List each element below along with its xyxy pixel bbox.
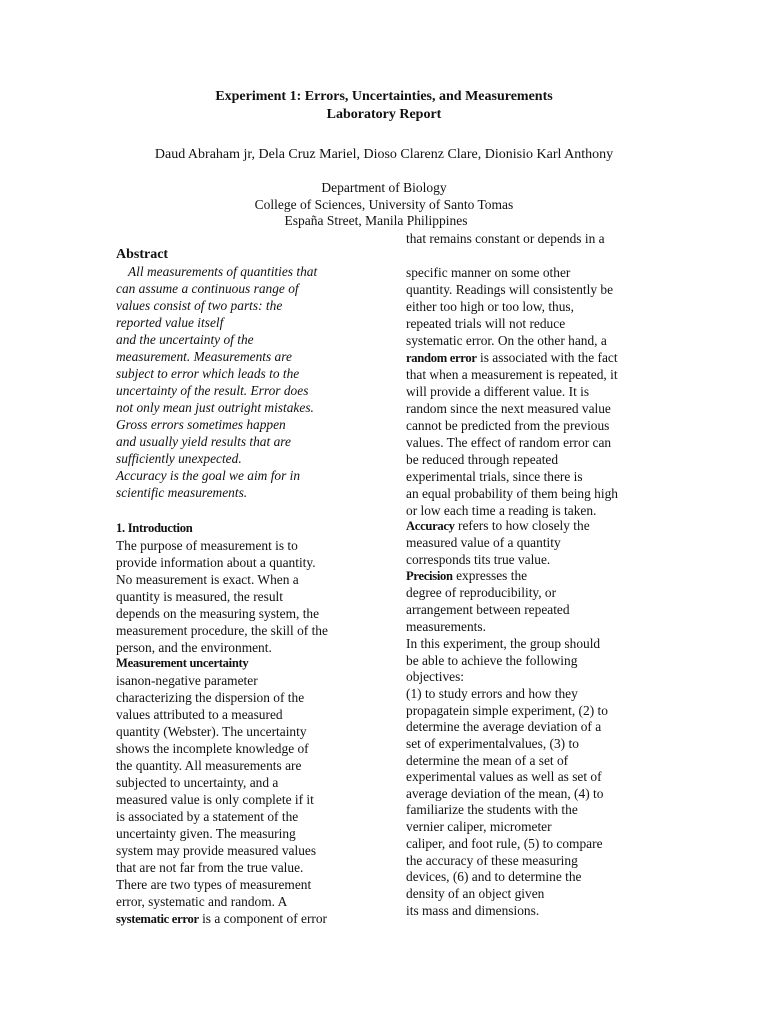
right-line: an equal probability of them being high [406,486,618,501]
right-line: cannot be predicted from the previous [406,418,610,433]
affiliation-college: College of Sciences, University of Santo Tomas [254,197,514,212]
abstract-line: scientific measurements. [116,485,248,500]
right-line: experimental trials, since there is [406,469,583,484]
right-line: familiarize the students with the [406,802,578,817]
mu-definition-line [116,672,258,689]
mu-line: that are not far from the true value. [116,860,304,875]
title-line-2: Laboratory Report [326,107,442,122]
affiliation-address: España Street, Manila Philippines [284,213,468,228]
right-line: (1) to study errors and how they [406,686,578,701]
random-error-line [406,349,618,367]
systematic-error-line [116,910,327,928]
right-line: be able to achieve the following [406,653,578,668]
mu-line: is associated by a statement of the [116,809,299,824]
title-line-1: Experiment 1: Errors, Uncertainties, and Measurements [215,89,553,104]
right-line: specific manner on some other [406,265,571,280]
right-line: measurements. [406,619,486,634]
abstract-heading: Abstract [116,247,169,262]
right-line: will provide a different value. It is [406,384,590,399]
mu-line: subjected to uncertainty, and a [116,775,279,790]
right-line: systematic error. On the other hand, a [406,333,607,348]
mu-line: shows the incomplete knowledge of [116,741,309,756]
right-line: objectives: [406,669,465,684]
accuracy-rest: refers to how closely the [454,518,590,533]
right-line: experimental values as well as set of [406,769,602,784]
right-line: corresponds tits true value. [406,552,551,567]
precision-rest: expresses the [452,568,528,583]
right-line: degree of reproducibility, or [406,585,557,600]
intro-line: quantity is measured, the result [116,589,283,604]
intro-line: depends on the measuring system, the [116,606,320,621]
right-line: values. The effect of random error can [406,435,612,450]
intro-line: measurement procedure, the skill of the [116,623,328,638]
abstract-line: Gross errors sometimes happen [116,417,286,432]
right-line: In this experiment, the group should [406,636,601,651]
systematic-error-term: systematic error [116,912,199,926]
abstract-line: uncertainty of the result. Error does [116,383,309,398]
right-line: density of an object given [406,886,545,901]
abstract-line: All measurements of quantities that [128,264,318,279]
mu-definition-rest: anon-negative parameter [124,673,258,688]
right-line: the accuracy of these measuring [406,853,578,868]
mu-line: error, systematic and random. A [116,894,288,909]
introduction-heading: 1. Introduction [116,521,193,535]
right-line: measured value of a quantity [406,535,561,550]
mu-line: values attributed to a measured [116,707,283,722]
right-line: that when a measurement is repeated, it [406,367,618,382]
mu-line: quantity (Webster). The uncertainty [116,724,307,739]
mu-line: measured value is only complete if it [116,792,314,807]
mu-line: characterizing the dispersion of the [116,690,305,705]
systematic-error-rest: is a component of error [198,911,328,926]
authors: Daud Abraham jr, Dela Cruz Mariel, Dioso Clarenz Clare, Dionisio Karl Anthony [154,147,614,162]
right-line: set of experimentalvalues, (3) to [406,736,579,751]
accuracy-line [406,517,590,535]
intro-line: The purpose of measurement is to [116,538,298,553]
mu-line: uncertainty given. The measuring [116,826,296,841]
intro-line: No measurement is exact. When a [116,572,299,587]
right-line: either too high or too low, thus, [406,299,574,314]
right-line: that remains constant or depends in a [406,231,605,246]
intro-line: person, and the environment. [116,640,272,655]
abstract-line: subject to error which leads to the [116,366,300,381]
intro-line: provide information about a quantity. [116,555,316,570]
abstract-line: measurement. Measurements are [116,349,292,364]
random-error-rest: is associated with the fact [476,350,618,365]
measurement-uncertainty-term: Measurement uncertainty [116,656,249,670]
right-line: caliper, and foot rule, (5) to compare [406,836,603,851]
right-line: random since the next measured value [406,401,611,416]
right-line: or low each time a reading is taken. [406,503,597,518]
right-line: propagatein simple experiment, (2) to [406,703,608,718]
affiliation-department: Department of Biology [321,180,447,195]
abstract-line: not only mean just outright mistakes. [116,400,314,415]
right-line: determine the average deviation of a [406,719,602,734]
mu-line: system may provide measured values [116,843,317,858]
mu-line: the quantity. All measurements are [116,758,302,773]
right-line: vernier caliper, micrometer [406,819,552,834]
abstract-line: reported value itself [116,315,224,330]
precision-line [406,567,527,585]
precision-term: Precision [406,569,453,583]
right-line: be reduced through repeated [406,452,559,467]
abstract-line: Accuracy is the goal we aim for in [116,468,301,483]
right-line: devices, (6) and to determine the [406,869,582,884]
mu-definition-prefix: is [116,673,125,688]
mu-line: There are two types of measurement [116,877,312,892]
abstract-line: and usually yield results that are [116,434,291,449]
right-line: determine the mean of a set of [406,753,569,768]
right-line: repeated trials will not reduce [406,316,566,331]
abstract-line: sufficiently unexpected. [116,451,242,466]
abstract-line: and the uncertainty of the [116,332,254,347]
right-line: average deviation of the mean, (4) to [406,786,604,801]
abstract-line: can assume a continuous range of [116,281,299,296]
right-line: arrangement between repeated [406,602,570,617]
right-line: its mass and dimensions. [406,903,540,918]
abstract-line: values consist of two parts: the [116,298,283,313]
random-error-term: random error [406,351,477,365]
accuracy-term: Accuracy [406,519,455,533]
right-line: quantity. Readings will consistently be [406,282,614,297]
